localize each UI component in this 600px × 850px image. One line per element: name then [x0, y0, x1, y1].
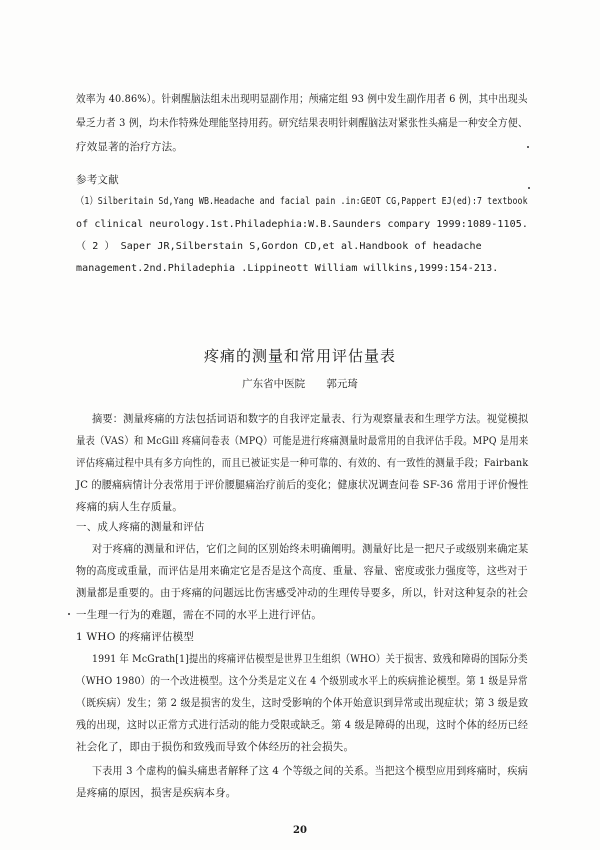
body-line-4: 一生理一行为的难题，需在不同的水平上进行评估。 — [76, 609, 323, 621]
body-line-11: 是疼痛的原因，损害是疾病本身。 — [76, 787, 237, 799]
body-line-6: （WHO 1980）的一个改进模型。这个分类是定义在 4 个级别或水平上的疾病推论模型。第 1 级是异常 — [76, 675, 528, 687]
body-line-7: （既疾病）发生；第 2 级是损害的发生，这时受影响的个体开始意识到异常或出现症状；第 3 级是致 — [76, 697, 529, 709]
section-heading-1: 一、成人疼痛的测量和评估 — [76, 521, 205, 533]
body-line-1: 对于疼痛的测量和评估，它们之间的区别始终未明确阐明。测量好比是一把尺子或级别来确定某 — [92, 543, 529, 555]
body-line-5: 1991 年 McGrath[1]提出的疼痛评估模型是世界卫生组织（WHO）关于损害、致残和障碍的国际分类 — [92, 653, 528, 665]
body-line-3: 测量都是重要的。由于疼痛的问题远比伤害感受冲动的生理传导要多，所以，针对这种复杂的社会 — [76, 587, 529, 599]
body-line-2: 物的高度或重量，而评估是用来确定它是否是这个高度、重量、容量、密度或张力强度等，这些对于 — [76, 565, 528, 577]
top-paragraph-line-1: 效率为 40.86%）。针刺醒脑法组未出现明显副作用；颅痛定组 93 例中发生副作用者 6 例，其中出现头 — [76, 93, 528, 105]
body-line-10: 下表用 3 个虚构的偏头痛患者解释了这 4 个等级之间的关系。当把这个模型应用到疼痛时，疾病 — [92, 765, 528, 777]
abstract-line-2: 量表（VAS）和 McGill 疼痛问卷表（MPQ）可能是进行疼痛测量时最常用的自我评估手段。MPQ 是用来 — [76, 435, 529, 447]
scan-speck — [528, 187, 530, 189]
top-paragraph-line-3: 疗效显著的治疗方法。 — [76, 141, 183, 153]
abstract-line-5: 疼痛的病人生存质量。 — [76, 501, 183, 513]
abstract-line-4: JC 的腰痛病情计分表常用于评价腰腿痛治疗前后的变化；健康状况调查问卷 SF-36 常用于评价慢性 — [76, 479, 529, 491]
scan-speck — [527, 146, 529, 148]
article-title: 疼痛的测量和常用评估量表 — [203, 347, 396, 365]
subsection-heading-1: 1 WHO 的疼痛评估模型 — [76, 631, 195, 643]
abstract-line-1: 摘要：测量疼痛的方法包括词语和数字的自我评定量表、行为观察量表和生理学方法。视觉模拟 — [92, 413, 529, 425]
reference-line-2: of clinical neurology.1st.Philadephia:W.B.Saunders compary 1999:1089-1105. — [76, 219, 528, 230]
body-line-8: 残的出现，这时以正常方式进行活动的能力受限或缺乏。第 4 级是障碍的出现，这时个体的经历已经 — [76, 719, 529, 731]
references-heading: 参考文献 — [76, 174, 119, 186]
body-line-9: 社会化了，即由于损伤和致残而导致个体经历的社会损失。 — [76, 741, 355, 753]
abstract-line-3: 评估疼痛过程中具有多方向性的，而且已被证实是一种可靠的、有效的、有一致性的测量手段；Fairbank — [76, 457, 529, 469]
reference-line-4: management.2nd.Philadephia .Lippineott William willkins,1999:154-213. — [76, 263, 499, 274]
article-author: 广东省中医院 郭元琦 — [242, 378, 358, 390]
scan-speck — [68, 613, 70, 615]
page-number: 20 — [293, 825, 307, 836]
reference-line-3: （ 2 ） Saper JR,Silberstain S,Gordon CD,et al.Handbook of headache — [76, 241, 482, 252]
top-paragraph-line-2: 晕乏力者 3 例，均未作特殊处理能坚持用药。研究结果表明针刺醒脑法对紧张性头痛是一种安全方便、 — [76, 117, 528, 129]
reference-line-1: （1）Silberitain Sd,Yang WB.Headache and facial pain .in:GEOT CG,Pappert EJ(ed):7 textbook — [76, 196, 528, 207]
